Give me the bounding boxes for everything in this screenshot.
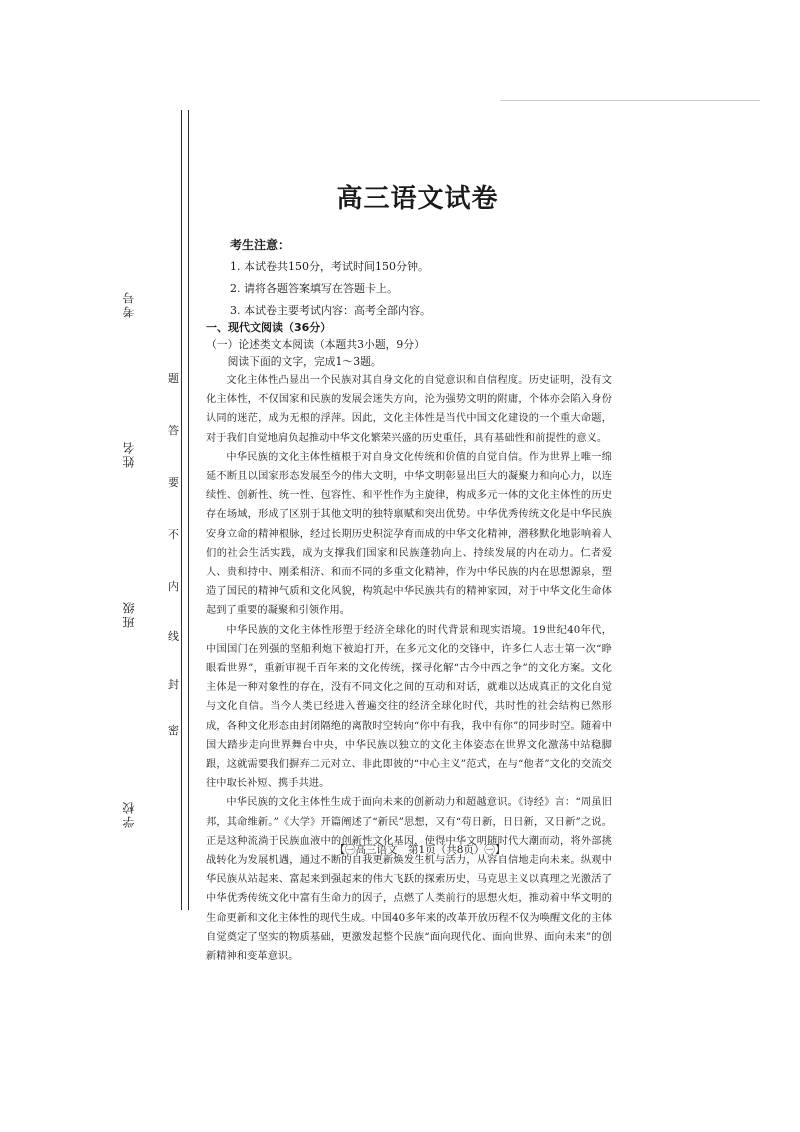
class-field[interactable] xyxy=(120,600,180,628)
exam-number-field[interactable] xyxy=(120,290,180,318)
passage-paragraph: 中华民族的文化主体性形塑于经济全球化的时代背景和现实语境。19世纪40年代，中国国门在列强的坚船利炮下被迫打开，在多元文化的交锋中，许多仁人志士第一次“睁眼看世界”，重新审视千百年来的文化传统，探寻化解“古今中西之争”的文化方案。文化主体是一种对象性的存在，没有不同文化之间的互动和对话，就难以达成真正的文化自觉与文化自信。当今人类已经进入普遍交往的经济全球化时代，共时性的社会结构已然形成，各种文化形态由封闭隔绝的离散时空转向“你中有我，我中有你”的同步时空。随着中国大踏步走向世界舞台中央，中华民族以独立的文化主体姿态在世界文化激荡中站稳脚跟，这就需要我们摒弃二元对立、非此即彼的“中心主义”范式，在与“他者”文化的交流交往中取长补短、携手共进。 xyxy=(206,624,612,790)
passage-paragraph: 文化主体性凸显出一个民族对其自身文化的自觉意识和自信程度。历史证明，没有文化主体性，不仅国家和民族的发展会迷失方向，沦为强势文明的附庸，个体亦会陷入身份认同的迷茫，成为无根的浮萍。因此，文化主体性是当代中国文化建设的一个重大命题，对于我们自觉地肩负起推动中华文化繁荣兴盛的历史重任，具有基础性和前提性的意义。 xyxy=(206,375,612,444)
seal-char: 密 xyxy=(168,724,179,737)
seal-char: 答 xyxy=(168,424,179,437)
seal-char: 内 xyxy=(168,580,179,593)
notice-item: 3. 本试卷主要考试内容：高考全部内容。 xyxy=(230,304,431,317)
passage-paragraph: 中华民族的文化主体性生成于面向未来的创新动力和超越意识。《诗经》言：“周虽旧邦，其命维新。”《大学》开篇阐述了“新民”思想，又有“苟日新，日日新，又日新”之说。正是这种流淌于民族血液中的创新性文化基因，使得中华文明随时代大潮而动，将外部挑战转化为发展机遇，通过不断的自我更新焕发生机与活力，从容自信地走向未来。纵观中华民族从站起来、富起来到强起来的伟大飞跃的探索历史，马克思主义以真理之光激活了中华优秀传统文化中富有生命力的因子，点燃了人类前行的思想火炬，推动着中华文明的生命更新和文化主体性的现代生成。中国40多年来的改革开放历程不仅为唤醒文化的主体自觉奠定了坚实的物质基础，更激发起整个民族“面向现代化、面向世界、面向未来”的创新精神和变革意识。 xyxy=(206,797,612,963)
school-label: 学校 xyxy=(122,800,136,828)
name-field[interactable] xyxy=(120,440,180,468)
notice-heading: 考生注意： xyxy=(230,238,291,252)
exam-notice xyxy=(230,234,431,322)
notice-item: 2. 请将各题答案填写在答题卡上。 xyxy=(230,282,398,295)
exam-number-label: 考号 xyxy=(122,290,136,318)
seal-char: 封 xyxy=(168,678,179,691)
class-label: 班级 xyxy=(122,600,136,628)
name-label: 姓名 xyxy=(122,440,136,468)
page-footer: 【㊀高三语文 第1页（共8页）㊀】 xyxy=(334,844,506,856)
subsection-heading: （一）论述类文本阅读（本题共3小题，9分） xyxy=(206,338,425,351)
notice-item: 1. 本试卷共150分，考试时间150分钟。 xyxy=(230,260,429,273)
seal-char: 题 xyxy=(168,372,179,385)
seal-char: 不 xyxy=(168,528,179,541)
reading-instruction: 阅读下面的文字，完成1～3题。 xyxy=(227,355,382,368)
section-heading: 一、现代文阅读（36分） xyxy=(206,321,332,334)
seal-char: 线 xyxy=(168,630,179,643)
page-title: 高三语文试卷 xyxy=(336,184,499,214)
header-rule xyxy=(500,100,760,101)
reading-section xyxy=(206,320,612,966)
school-field[interactable] xyxy=(120,800,180,828)
seal-char: 要 xyxy=(168,476,179,489)
binding-line-inner xyxy=(188,110,189,910)
binding-line-outer xyxy=(181,110,182,910)
passage-paragraph: 中华民族的文化主体性植根于对自身文化传统和价值的自觉自信。作为世界上唯一绵延不断且以国家形态发展至今的伟大文明，中华文明彰显出巨大的凝聚力和向心力，以连续性、创新性、统一性、包容性、和平性作为主旋律，构成多元一体的文化主体性的历史存在场域，形成了区别于其他文明的独特禀赋和突出优势。中华优秀传统文化是中华民族安身立命的精神根脉，经过长期历史积淀孕育而成的中华文化精神，潜移默化地影响着人们的社会生活实践，成为支撑我们国家和民族蓬勃向上、持续发展的内在动力。仁者爱人、贵和持中、刚柔相济、和而不同的多重文化精神，作为中华民族的内在思想源泉，塑造了国民的精神气质和文化风貌，构筑起中华民族共有的精神家园，对于中华文化生命体起到了重要的凝聚和引领作用。 xyxy=(206,451,612,617)
